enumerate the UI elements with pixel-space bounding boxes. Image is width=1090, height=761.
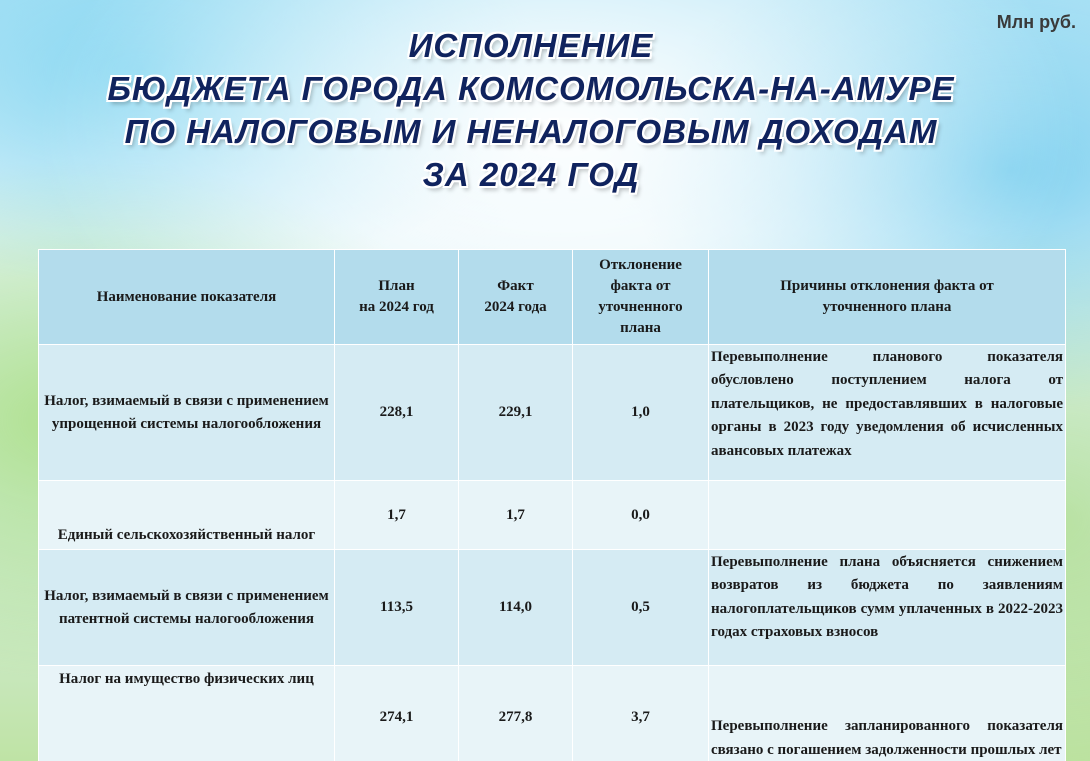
row-fact: 277,8 (459, 666, 573, 761)
row-plan: 113,5 (335, 550, 459, 666)
header-fact-line1: Факт (497, 278, 534, 294)
page-title (0, 24, 1062, 196)
row-reason: Перевыполнение плана объясняется снижением возвратов из бюджета по заявлениям налогоплательщиков сумм уплаченных в 2022-2023 годах страховых взносов (709, 550, 1066, 666)
header-plan (335, 250, 459, 345)
header-name: Наименование показателя (39, 250, 335, 345)
header-deviation (573, 250, 709, 345)
header-deviation-line4: плана (620, 320, 661, 336)
header-reasons-line1: Причины отклонения факта от (780, 278, 994, 294)
header-fact-line2: 2024 года (484, 299, 547, 315)
title-line-1: ИСПОЛНЕНИЕ (408, 27, 654, 64)
header-plan-line2: на 2024 год (359, 299, 434, 315)
header-deviation-line2: факта от (610, 278, 671, 294)
title-line-4: ЗА 2024 ГОД (422, 156, 640, 193)
header-reasons-line2: уточненного плана (822, 299, 952, 315)
row-reason: Перевыполнение планового показателя обусловлено поступлением налога от плательщиков, не предоставлявших в налоговые органы в 2023 году уведомления об исчисленных авансовых платежах (709, 345, 1066, 481)
table-header-row (39, 250, 1066, 345)
row-deviation: 0,0 (573, 481, 709, 550)
row-fact: 114,0 (459, 550, 573, 666)
row-name: Налог на имущество физических лиц (39, 666, 335, 761)
row-deviation: 3,7 (573, 666, 709, 761)
header-deviation-line3: уточненного (598, 299, 683, 315)
budget-table (38, 249, 1066, 761)
row-name: Единый сельскохозяйственный налог (39, 481, 335, 550)
header-deviation-line1: Отклонение (599, 257, 682, 273)
row-name: Налог, взимаемый в связи с применением патентной системы налогообложения (39, 550, 335, 666)
row-fact: 229,1 (459, 345, 573, 481)
row-plan: 274,1 (335, 666, 459, 761)
row-deviation: 0,5 (573, 550, 709, 666)
title-line-2: БЮДЖЕТА ГОРОДА КОМСОМОЛЬСКА-НА-АМУРЕ (107, 70, 955, 107)
header-plan-line1: План (378, 278, 415, 294)
table-row (39, 550, 1066, 666)
table-row (39, 345, 1066, 481)
title-line-3: ПО НАЛОГОВЫМ И НЕНАЛОГОВЫМ ДОХОДАМ (124, 113, 938, 150)
row-plan: 1,7 (335, 481, 459, 550)
units-label: Млн руб. (996, 12, 1076, 32)
table-row (39, 481, 1066, 550)
row-plan: 228,1 (335, 345, 459, 481)
row-reason: Перевыполнение запланированного показателя связано с погашением задолженности прошлых лет (709, 666, 1066, 761)
row-deviation: 1,0 (573, 345, 709, 481)
header-fact (459, 250, 573, 345)
header-reasons (709, 250, 1066, 345)
table-row (39, 666, 1066, 761)
row-name: Налог, взимаемый в связи с применением упрощенной системы налогообложения (39, 345, 335, 481)
row-reason (709, 481, 1066, 550)
row-fact: 1,7 (459, 481, 573, 550)
